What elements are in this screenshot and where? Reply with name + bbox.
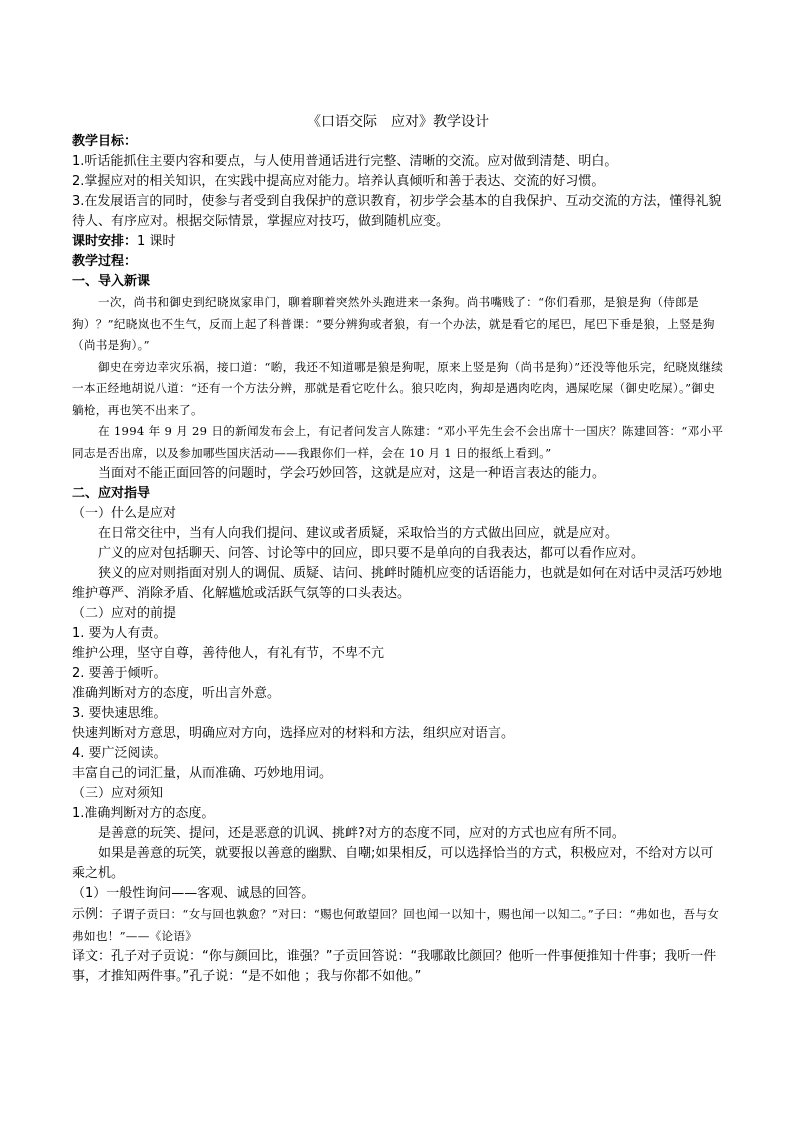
example-label: 示例：	[72, 907, 112, 922]
section-heading: 二、应对指导	[72, 486, 151, 501]
document-title: 《口语交际 应对》教学设计	[307, 114, 489, 130]
premise-desc: 快速判断对方意思，明确应对方向，选择应对的材料和方法，组织应对语言。	[72, 726, 515, 741]
translation-text: 孔子对子贡说：“你与颜回比，谁强？”子贡回答说：“我哪敢比颜回？他听一件事便推知十件事；我听一件事，才推知两件事。”孔子说：“是不如他 ；我与你都不如他。”	[72, 949, 717, 984]
premise-title: 3. 要快速思维。	[72, 706, 167, 721]
premise-desc: 丰富自己的词汇量，从而准确、巧妙地用词。	[72, 766, 333, 781]
subsection-heading: （二）应对的前提	[72, 606, 177, 621]
translation-paragraph	[72, 947, 724, 987]
section-heading: 一、导入新课	[72, 274, 151, 289]
story-paragraph: 一次，尚书和御史到纪晓岚家串门，聊着聊着突然外头跑进来一条狗。尚书嘴贱了：“你们看那，是狼是狗（侍郎是狗）？”纪晓岚也不生气，反而上起了科普课：“要分辨狗或者狼，有一个办法，就是看它的尾巴，尾巴下垂是狼，上竖是狗（尚书是狗）。”	[72, 295, 715, 352]
knowledge-title: 1.准确判断对方的态度。	[72, 806, 215, 821]
premise-desc: 维护公理，坚守自尊，善待他人，有礼有节，不卑不亢	[72, 646, 385, 661]
case-heading: （1）一般性询问——客观、诚恳的回答。	[72, 886, 315, 901]
schedule-value: 1 课时	[137, 234, 176, 249]
lead-summary: 当面对不能正面回答的问题时，学会巧妙回答，这就是应对，这是一种语言表达的能力。	[98, 466, 606, 481]
goal-item: 2.掌握应对的相关知识，在实践中提高应对能力。培养认真倾听和善于表达、交流的好习惯。	[72, 174, 605, 189]
body-paragraph: 如果是善意的玩笑，就要报以善意的幽默、自嘲;如果相反，可以选择恰当的方式，积极应对，不给对方以可乘之机。	[72, 846, 714, 881]
premise-desc: 准确判断对方的态度，听出言外意。	[72, 686, 281, 701]
subsection-heading: （一）什么是应对	[72, 506, 177, 521]
process-heading: 教学过程：	[72, 254, 138, 269]
example-paragraph	[72, 904, 724, 947]
story-paragraph: 御史在旁边幸灾乐祸，接口道：“喲，我还不知道哪是狼是狗呢，原来上竖是狗（尚书是狗）”还没等他乐完，纪晓岚继续一本正经地胡说八道：“还有一个方法分辨，那就是看它吃什么。狼只吃肉，狗却是遇肉吃肉，遇屎吃屎（御史吃屎）。”御史躺枪，再也笑不出来了。	[72, 359, 724, 417]
translation-label: 译文：	[72, 949, 112, 964]
goal-item: 1.听话能抓住主要内容和要点，与人使用普通话进行完整、清晰的交流。应对做到清楚、明白。	[72, 154, 618, 169]
premise-title: 4. 要广泛阅读。	[72, 746, 167, 761]
schedule-line	[72, 232, 724, 252]
body-paragraph: 广义的应对包括聊天、问答、讨论等中的回应，即只要不是单向的自我表达，都可以看作应对。	[98, 546, 645, 561]
body-paragraph: 是善意的玩笑、提问，还是恶意的讥讽、挑衅?对方的态度不同，应对的方式也应有所不同。	[98, 826, 625, 841]
premise-title: 1. 要为人有责。	[72, 626, 167, 641]
story-paragraph: 在 1994 年 9 月 29 日的新闻发布会上，有记者问发言人陈建：“邓小平先生会不会出席十一国庆？陈建回答：“邓小平同志是否出席，以及参加哪些国庆活动——我跟你们一样，会在 10 月 1 日的报纸上看到。”	[72, 424, 724, 460]
goal-item: 3.在发展语言的同时，使参与者受到自我保护的意识教育，初步学会基本的自我保护、互动交流的方法，懂得礼貌待人、有序应对。根据交际情景，掌握应对技巧，做到随机应变。	[72, 194, 722, 229]
subsection-heading: （三）应对须知	[72, 786, 164, 801]
document-page	[72, 98, 724, 987]
schedule-label: 课时安排：	[72, 234, 138, 249]
body-paragraph: 在日常交往中，当有人向我们提问、建议或者质疑，采取恰当的方式做出回应，就是应对。	[98, 526, 619, 541]
example-text: 子谓子贡曰：“女与回也孰愈？”对曰：“赐也何敢望回？回也闻一以知十，赐也闻一以知二。”子曰：“弗如也，吾与女弗如也！”——《论语》	[72, 907, 720, 943]
goals-heading: 教学目标：	[72, 134, 138, 149]
premise-title: 2. 要善于倾听。	[72, 666, 167, 681]
body-paragraph: 狭义的应对则指面对别人的调侃、质疑、诘问、挑衅时随机应变的话语能力，也就是如何在对话中灵活巧妙地维护尊严、消除矛盾、化解尴尬或活跃气氛等的口头表达。	[72, 566, 723, 601]
